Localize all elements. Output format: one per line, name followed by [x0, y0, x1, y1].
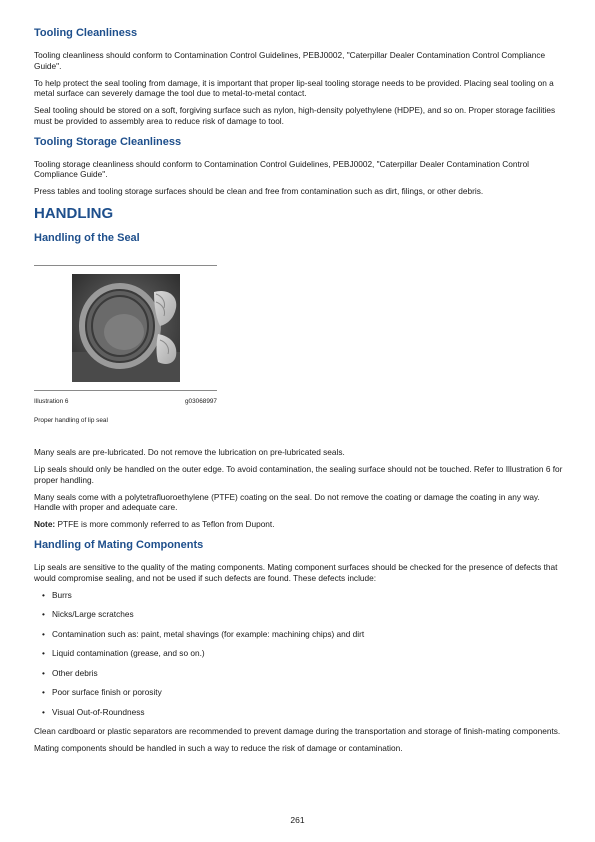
- heading-handling-of-the-seal: Handling of the Seal: [34, 232, 140, 244]
- paragraph: Lip seals are sensitive to the quality of the mating components. Mating component surfaces should be checked for the presence of defects that would compromise sealing, and not be used if such defects are found. These defects include:: [34, 562, 558, 583]
- heading-handling-of-mating-components: Handling of Mating Components: [34, 539, 204, 551]
- heading-tooling-storage-cleanliness: Tooling Storage Cleanliness: [34, 135, 182, 148]
- list-item: • Other debris: [42, 668, 564, 679]
- figure-bottom-rule: [34, 390, 217, 391]
- list-item: • Contamination such as: paint, metal shavings (for example: machining chips) and dirt: [42, 629, 564, 640]
- lip-seal-photo: [72, 274, 180, 382]
- page-number: 261: [290, 815, 305, 825]
- list-item: • Liquid contamination (grease, and so on.): [42, 648, 564, 659]
- paragraph: Many seals are pre-lubricated. Do not remove the lubrication on pre-lubricated seals.: [34, 447, 345, 457]
- paragraph: Lip seals should only be handled on the outer edge. To avoid contamination, the sealing surface should not be touched. Refer to Illustration 6 for proper handling.: [34, 464, 563, 485]
- paragraph: Mating components should be handled in such a way to reduce the risk of damage or contamination.: [34, 743, 403, 753]
- note: [34, 519, 564, 530]
- paragraph: Tooling cleanliness should conform to Contamination Control Guidelines, PEBJ0002, "Caterpillar Dealer Contamination Control Compliance Guide".: [34, 50, 546, 71]
- heading-handling: HANDLING: [34, 205, 114, 222]
- list-item: • Nicks/Large scratches: [42, 609, 564, 620]
- note-label: Note:: [34, 519, 56, 529]
- paragraph: Clean cardboard or plastic separators are recommended to prevent damage during the transportation and storage of finish-mating components.: [34, 726, 561, 736]
- paragraph: To help protect the seal tooling from damage, it is important that proper lip-seal tooling storage needs to be provided. Placing seal tooling on a metal surface can severely damage the tool due to metal-to-metal contact.: [34, 77, 554, 98]
- defects-list: [34, 590, 564, 718]
- illustration-label: Illustration 6: [34, 398, 69, 405]
- heading-tooling-cleanliness: Tooling Cleanliness: [34, 27, 138, 39]
- note-text: PTFE is more commonly referred to as Teflon from Dupont.: [55, 519, 275, 529]
- paragraph: Seal tooling should be stored on a soft, forgiving surface such as nylon, high-density polyethylene (HDPE), and so on. Proper storage facilities must be provided to assembly area to reduce risk of damage to tool.: [34, 105, 556, 126]
- document-page: [34, 26, 564, 760]
- paragraph: Tooling storage cleanliness should conform to Contamination Control Guidelines, PEBJ0002, "Caterpillar Dealer Contamination Control Compliance Guide".: [34, 158, 530, 179]
- paragraph: Many seals come with a polytetrafluoroethylene (PTFE) coating on the seal. Do not remove the coating or damage the coating in any way. Handle with proper and adequate care.: [34, 491, 540, 512]
- illustration-description: Proper handling of lip seal: [34, 417, 108, 424]
- list-item: • Burrs: [42, 590, 564, 601]
- paragraph: Press tables and tooling storage surfaces should be clean and free from contamination such as dirt, filings, or other debris.: [34, 186, 484, 196]
- illustration-id: g03068997: [185, 398, 217, 405]
- list-item: • Poor surface finish or porosity: [42, 687, 564, 698]
- illustration-6: [34, 265, 217, 425]
- list-item: • Visual Out-of-Roundness: [42, 707, 564, 718]
